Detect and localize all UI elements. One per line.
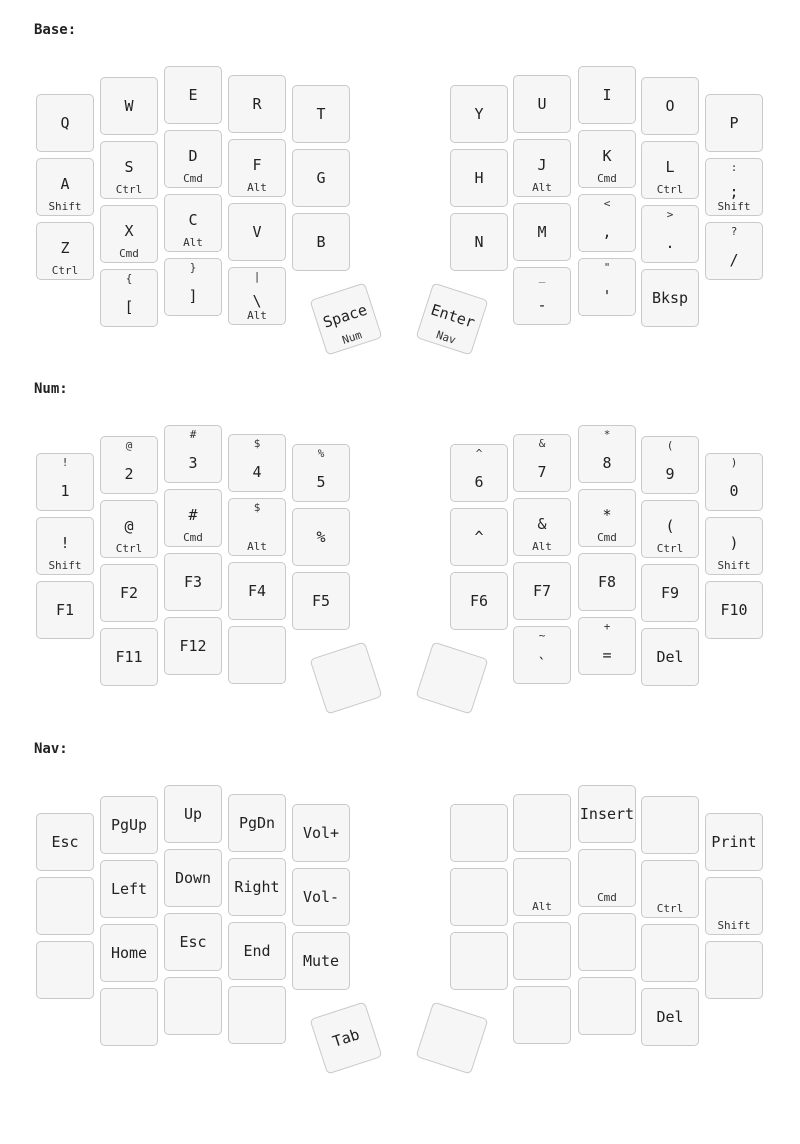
key — [513, 267, 571, 325]
key-label: I — [602, 86, 612, 104]
key — [578, 258, 636, 316]
key — [641, 988, 699, 1046]
key-label: F10 — [720, 601, 748, 619]
key — [164, 489, 222, 547]
key — [292, 804, 350, 862]
key — [513, 922, 571, 980]
layer-num — [0, 359, 800, 699]
key — [292, 572, 350, 630]
key — [641, 924, 699, 982]
key — [164, 194, 222, 252]
key-hold-label: Cmd — [597, 891, 617, 904]
thumb-key — [415, 1001, 488, 1074]
key — [36, 813, 94, 871]
key-label: F — [252, 156, 262, 174]
key-label: Insert — [579, 805, 635, 823]
key-label: * — [602, 506, 612, 524]
thumb-key — [309, 641, 382, 714]
key-shifted-label: % — [317, 447, 325, 460]
key-hold-label: Alt — [532, 900, 552, 913]
key-label: E — [188, 86, 198, 104]
key-label: 6 — [474, 473, 484, 491]
key — [513, 75, 571, 133]
key — [641, 269, 699, 327]
key — [513, 626, 571, 684]
key-label: ; — [729, 183, 739, 201]
key — [36, 877, 94, 935]
key-label: 3 — [188, 454, 198, 472]
key-hold-label: Shift — [48, 559, 82, 572]
key-hold-label: Ctrl — [115, 183, 143, 196]
key — [450, 85, 508, 143]
key-hold-label: Alt — [532, 540, 552, 553]
key-label: F3 — [183, 573, 203, 591]
key — [228, 922, 286, 980]
key-hold-label: Shift — [717, 559, 751, 572]
key — [641, 141, 699, 199]
key — [578, 617, 636, 675]
key — [228, 626, 286, 684]
key-label: [ — [124, 298, 134, 316]
key — [164, 130, 222, 188]
key-hold-label: Ctrl — [115, 542, 143, 555]
key — [164, 258, 222, 316]
key-label: Y — [474, 105, 484, 123]
key — [578, 489, 636, 547]
key-label: , — [602, 223, 612, 241]
key-shifted-label: ^ — [475, 447, 483, 460]
key — [705, 453, 763, 511]
key — [450, 213, 508, 271]
key — [164, 66, 222, 124]
key — [164, 425, 222, 483]
key-label: Mute — [302, 952, 340, 970]
key — [228, 434, 286, 492]
key — [100, 564, 158, 622]
key — [36, 158, 94, 216]
key-label: Esc — [179, 933, 207, 951]
key-label: 8 — [602, 454, 612, 472]
key-label: O — [665, 97, 675, 115]
key-label: - — [537, 296, 547, 314]
key-label: F7 — [532, 582, 552, 600]
key-hold-label: Cmd — [183, 172, 203, 185]
key-label: / — [729, 251, 739, 269]
key-hold-label: Alt — [247, 181, 267, 194]
key-hold-label: Nav — [434, 328, 458, 347]
key — [513, 794, 571, 852]
key — [228, 267, 286, 325]
key-hold-label: Cmd — [119, 247, 139, 260]
key — [641, 77, 699, 135]
key-shifted-label: : — [730, 161, 738, 174]
key-label: ' — [602, 287, 612, 305]
key-label: 9 — [665, 465, 675, 483]
key-label: 7 — [537, 463, 547, 481]
key — [164, 849, 222, 907]
key-label: Enter — [428, 300, 478, 332]
key-label: V — [252, 223, 262, 241]
key-label: ] — [188, 287, 198, 305]
key-shifted-label: * — [603, 428, 611, 441]
key-shifted-label: ~ — [538, 629, 546, 642]
key — [100, 988, 158, 1046]
key-label: A — [60, 175, 70, 193]
key — [578, 785, 636, 843]
key-label: G — [316, 169, 326, 187]
key-shifted-label: $ — [253, 437, 261, 450]
key — [100, 628, 158, 686]
key-label — [425, 1029, 478, 1046]
key-hold-label: Alt — [247, 540, 267, 553]
key — [100, 77, 158, 135]
key — [164, 913, 222, 971]
key-label: Left — [110, 880, 148, 898]
layer-nav — [0, 719, 800, 1059]
key-shifted-label: ? — [730, 225, 738, 238]
thumb-key — [309, 1001, 382, 1074]
key-hold-label: Ctrl — [51, 264, 79, 277]
key-label: 2 — [124, 465, 134, 483]
key — [641, 796, 699, 854]
key-label: @ — [124, 517, 134, 535]
key-label: R — [252, 95, 262, 113]
key-shifted-label: $ — [253, 501, 261, 514]
key — [705, 94, 763, 152]
key — [513, 858, 571, 916]
key-label: 1 — [60, 482, 70, 500]
key-label: J — [537, 156, 547, 174]
key-label: 4 — [252, 463, 262, 481]
key — [100, 436, 158, 494]
key — [705, 877, 763, 935]
key — [100, 500, 158, 558]
key — [705, 813, 763, 871]
key — [36, 94, 94, 152]
key-label: ( — [665, 517, 675, 535]
key-label: F11 — [115, 648, 143, 666]
key-label: Up — [183, 805, 203, 823]
key — [292, 508, 350, 566]
key — [705, 581, 763, 639]
key-label: F6 — [469, 592, 489, 610]
key-hold-label: Alt — [247, 309, 267, 322]
key-label: N — [474, 233, 484, 251]
key-label: F1 — [55, 601, 75, 619]
key-label: T — [316, 105, 326, 123]
key — [578, 913, 636, 971]
key — [228, 562, 286, 620]
key-shifted-label: | — [253, 270, 261, 283]
key — [450, 149, 508, 207]
key — [578, 130, 636, 188]
key — [228, 794, 286, 852]
key — [164, 617, 222, 675]
key — [164, 553, 222, 611]
key — [450, 444, 508, 502]
key-shifted-label: # — [189, 428, 197, 441]
key-label: PgUp — [110, 816, 148, 834]
key-hold-label: Cmd — [597, 531, 617, 544]
layer-title: Nav: — [34, 741, 68, 757]
key — [578, 977, 636, 1035]
key-shifted-label: ! — [61, 456, 69, 469]
key-label: W — [124, 97, 134, 115]
key — [36, 453, 94, 511]
key-label: Space — [320, 300, 370, 332]
key-label: C — [188, 211, 198, 229]
key — [36, 517, 94, 575]
key — [228, 139, 286, 197]
key-hold-label: Ctrl — [656, 902, 684, 915]
key — [450, 932, 508, 990]
key-hold-label: Shift — [48, 200, 82, 213]
key-label: 5 — [316, 473, 326, 491]
key — [100, 924, 158, 982]
key — [578, 849, 636, 907]
key — [292, 444, 350, 502]
key-label — [319, 669, 372, 686]
key — [578, 66, 636, 124]
key-shifted-label: } — [189, 261, 197, 274]
key-label: PgDn — [238, 814, 276, 832]
key-label: B — [316, 233, 326, 251]
key-label: D — [188, 147, 198, 165]
key — [705, 158, 763, 216]
key — [705, 941, 763, 999]
key-label: Del — [656, 648, 684, 666]
key-label: 0 — [729, 482, 739, 500]
key-hold-label: Alt — [532, 181, 552, 194]
key — [292, 85, 350, 143]
key-label: X — [124, 222, 134, 240]
key-label: Tab — [330, 1025, 362, 1051]
key-label: # — [188, 506, 198, 524]
key-shifted-label: + — [603, 620, 611, 633]
key — [513, 434, 571, 492]
key — [228, 203, 286, 261]
key — [641, 500, 699, 558]
key-label: F2 — [119, 584, 139, 602]
key — [513, 562, 571, 620]
key-label: P — [729, 114, 739, 132]
key — [100, 205, 158, 263]
key-label: F9 — [660, 584, 680, 602]
key — [228, 75, 286, 133]
key-label — [425, 669, 478, 686]
key-label: Esc — [51, 833, 79, 851]
key-label: H — [474, 169, 484, 187]
key-label: Del — [656, 1008, 684, 1026]
key-shifted-label: ( — [666, 439, 674, 452]
key-label: End — [243, 942, 271, 960]
key-label: F4 — [247, 582, 267, 600]
key-label: U — [537, 95, 547, 113]
key-shifted-label: < — [603, 197, 611, 210]
key — [641, 205, 699, 263]
key-label: Vol+ — [302, 824, 340, 842]
key — [641, 436, 699, 494]
key-label: % — [316, 528, 326, 546]
key-label: ! — [60, 534, 70, 552]
key-label: Down — [174, 869, 212, 887]
key-label: K — [602, 147, 612, 165]
key — [641, 564, 699, 622]
key — [100, 860, 158, 918]
key-label: Bksp — [651, 289, 689, 307]
thumb-key — [415, 282, 488, 355]
key-shifted-label: " — [603, 261, 611, 274]
key — [705, 517, 763, 575]
key — [513, 986, 571, 1044]
key-label: F5 — [311, 592, 331, 610]
key-label: S — [124, 158, 134, 176]
key-shifted-label: > — [666, 208, 674, 221]
key-shifted-label: & — [538, 437, 546, 450]
key — [578, 553, 636, 611]
thumb-key — [415, 641, 488, 714]
key — [164, 977, 222, 1035]
key-shifted-label: _ — [538, 270, 546, 283]
key — [450, 572, 508, 630]
key-label: Print — [711, 833, 757, 851]
key — [228, 498, 286, 556]
key — [450, 508, 508, 566]
key — [228, 986, 286, 1044]
key-hold-label: Num — [340, 328, 364, 347]
key-hold-label: Shift — [717, 200, 751, 213]
key — [292, 932, 350, 990]
key — [164, 785, 222, 843]
layer-title: Num: — [34, 381, 68, 397]
key-shifted-label: ) — [730, 456, 738, 469]
key-shifted-label: { — [125, 272, 133, 285]
key — [228, 858, 286, 916]
key-label: Z — [60, 239, 70, 257]
key-label: Q — [60, 114, 70, 132]
key — [578, 194, 636, 252]
key-shifted-label: @ — [125, 439, 133, 452]
key-label: Home — [110, 944, 148, 962]
layer-base — [0, 0, 800, 347]
key — [513, 203, 571, 261]
key — [36, 222, 94, 280]
key-label: M — [537, 223, 547, 241]
key-label: L — [665, 158, 675, 176]
key-label: ) — [729, 534, 739, 552]
key-label: . — [665, 234, 675, 252]
key — [641, 860, 699, 918]
key-hold-label: Cmd — [183, 531, 203, 544]
key-hold-label: Ctrl — [656, 542, 684, 555]
key — [36, 941, 94, 999]
key — [641, 628, 699, 686]
key — [100, 796, 158, 854]
key-label: F12 — [179, 637, 207, 655]
key — [100, 141, 158, 199]
key-label: ` — [537, 655, 547, 673]
key — [705, 222, 763, 280]
key-label: = — [602, 646, 612, 664]
key-hold-label: Ctrl — [656, 183, 684, 196]
key-hold-label: Shift — [717, 919, 751, 932]
key-label: Vol- — [302, 888, 340, 906]
key-label: Right — [234, 878, 280, 896]
key — [292, 213, 350, 271]
key — [450, 804, 508, 862]
key — [450, 868, 508, 926]
key — [513, 498, 571, 556]
key-label: F8 — [597, 573, 617, 591]
thumb-key — [309, 282, 382, 355]
key — [513, 139, 571, 197]
key-label: \ — [252, 292, 262, 310]
key-label: ^ — [474, 528, 484, 546]
key — [100, 269, 158, 327]
key-hold-label: Alt — [183, 236, 203, 249]
key — [36, 581, 94, 639]
key — [292, 149, 350, 207]
key-hold-label: Cmd — [597, 172, 617, 185]
layer-title: Base: — [34, 22, 77, 38]
key — [578, 425, 636, 483]
key — [292, 868, 350, 926]
key-label: & — [537, 515, 547, 533]
